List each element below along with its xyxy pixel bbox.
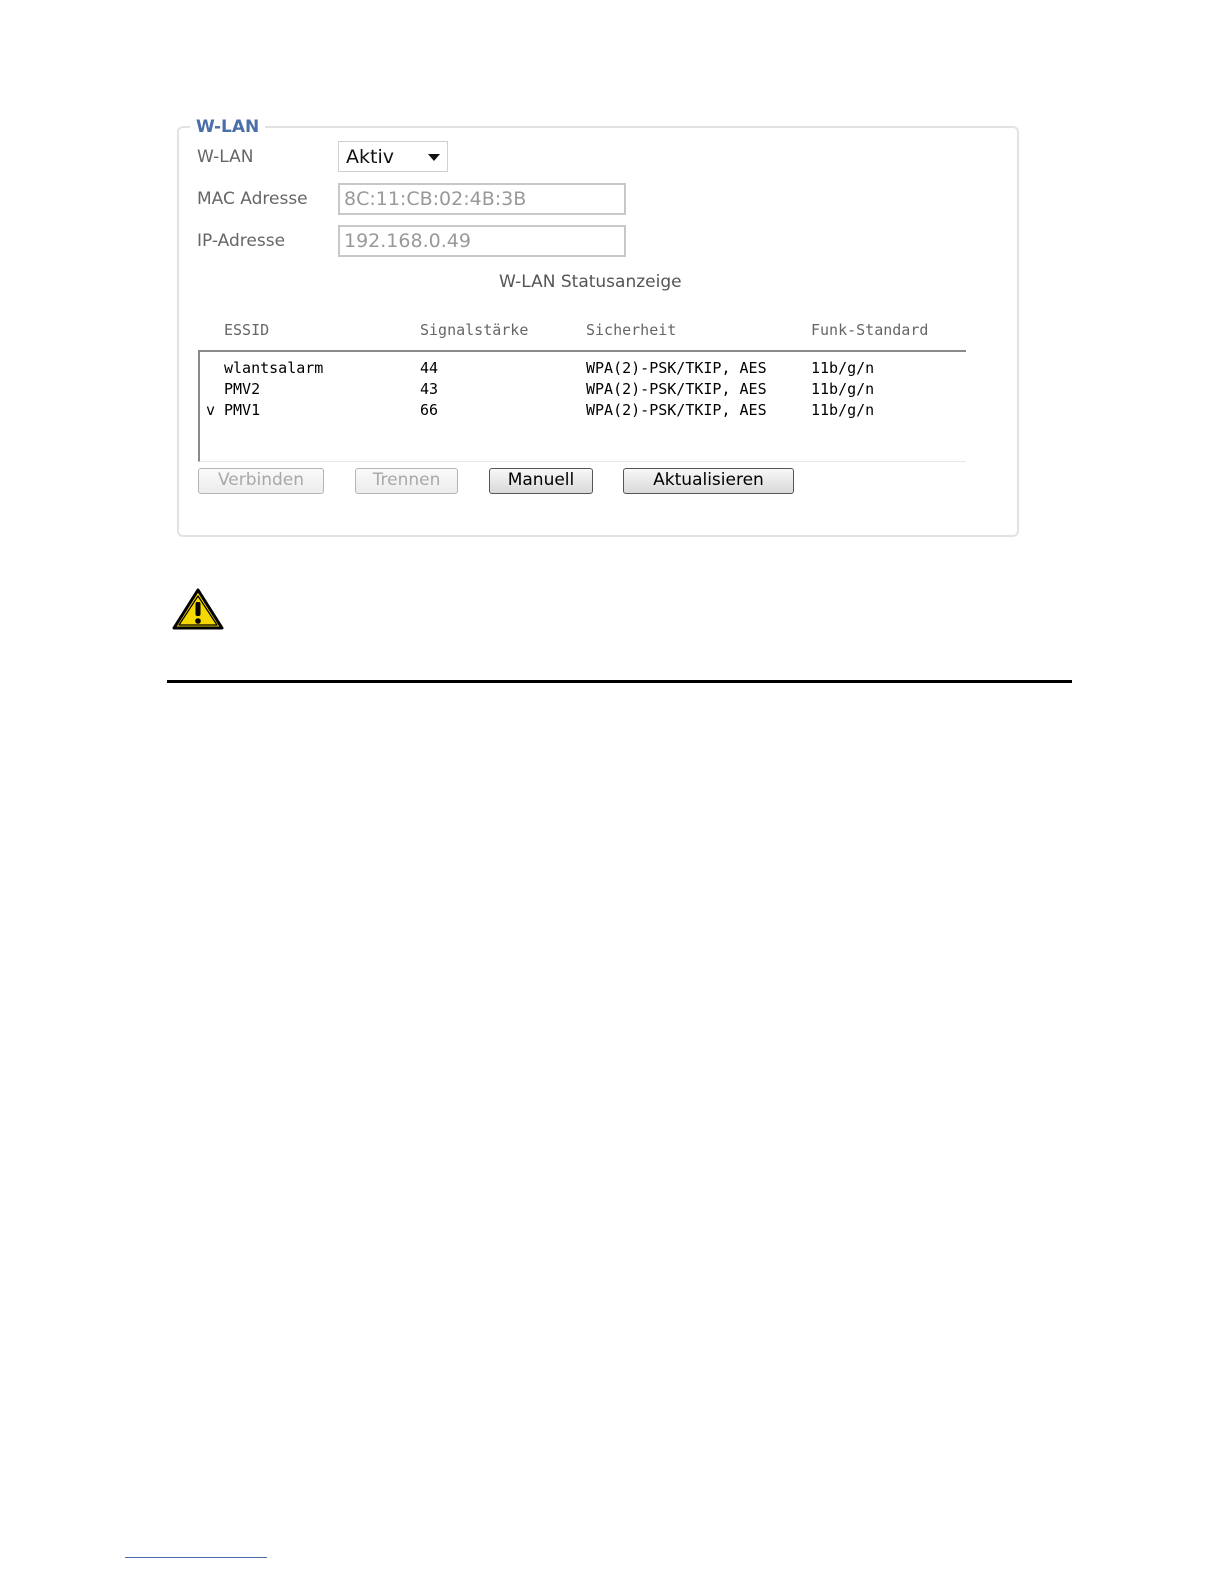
security-cell: WPA(2)-PSK/TKIP, AES [586, 401, 767, 419]
security-cell: WPA(2)-PSK/TKIP, AES [586, 380, 767, 398]
ip-field[interactable]: 192.168.0.49 [338, 225, 626, 257]
standard-cell: 11b/g/n [811, 359, 875, 377]
essid-cell: PMV1 [224, 401, 261, 419]
header-standard: Funk-Standard [811, 321, 929, 339]
network-list[interactable] [198, 350, 966, 462]
signal-cell: 66 [420, 401, 439, 419]
disconnect-button[interactable]: Trennen [355, 468, 458, 494]
chevron-down-icon [428, 154, 440, 161]
selected-mark: v [206, 401, 216, 419]
header-essid: ESSID [224, 321, 270, 339]
footnote-separator [125, 1557, 267, 1558]
standard-cell: 11b/g/n [811, 380, 875, 398]
standard-cell: 11b/g/n [811, 401, 875, 419]
mac-label: MAC Adresse [197, 189, 308, 209]
manual-button[interactable]: Manuell [489, 468, 593, 494]
header-signal: Signalstärke [420, 321, 529, 339]
wlan-select-value: Aktiv [346, 146, 394, 168]
essid-cell: PMV2 [224, 380, 261, 398]
essid-cell: wlantsalarm [224, 359, 324, 377]
header-security: Sicherheit [586, 321, 677, 339]
wlan-label: W-LAN [197, 147, 254, 167]
security-cell: WPA(2)-PSK/TKIP, AES [586, 359, 767, 377]
refresh-button[interactable]: Aktualisieren [623, 468, 794, 494]
panel-legend: W-LAN [190, 116, 265, 138]
ip-label: IP-Adresse [197, 231, 286, 251]
signal-cell: 44 [420, 359, 439, 377]
signal-cell: 43 [420, 380, 439, 398]
mac-field[interactable]: 8C:11:CB:02:4B:3B [338, 183, 626, 215]
connect-button[interactable]: Verbinden [198, 468, 324, 494]
section-divider [167, 680, 1072, 683]
status-title: W-LAN Statusanzeige [499, 272, 682, 292]
list-item[interactable] [200, 358, 966, 379]
list-item[interactable] [200, 400, 966, 421]
wlan-select[interactable] [338, 141, 448, 172]
warning-triangle-icon [171, 587, 225, 631]
list-item[interactable] [200, 379, 966, 400]
